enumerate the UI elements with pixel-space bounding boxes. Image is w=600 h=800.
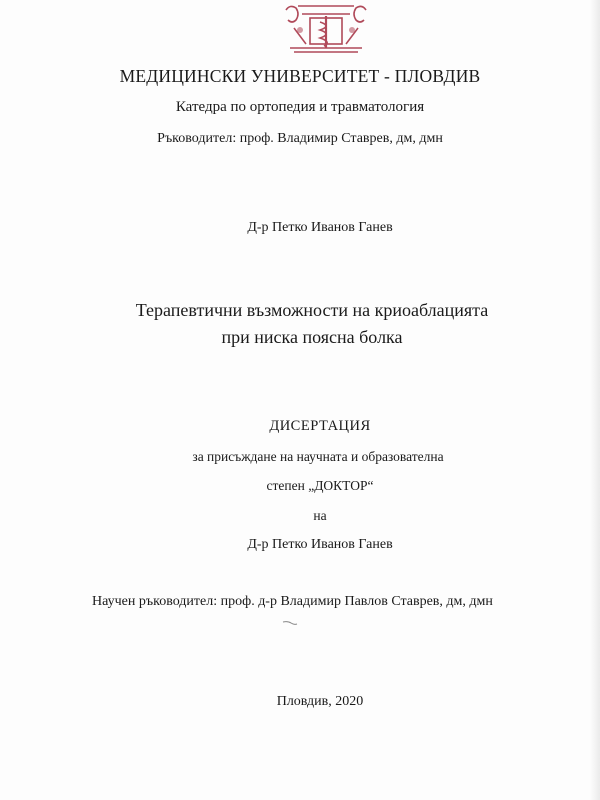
dissertation-title-line-1: Терапевтични възможности на криоаблацията [135, 300, 489, 320]
university-crest-icon [280, 0, 372, 56]
award-text: за присъждане на научната и образователна [192, 449, 444, 464]
degree-text: степен „ДОКТОР“ [266, 478, 374, 493]
city-and-year: Пловдив, 2020 [276, 694, 364, 709]
department-name: Катедра по ортопедия и травматология [175, 99, 425, 115]
page-edge-shadow [590, 0, 600, 800]
head-of-department: Ръководител: проф. Владимир Ставрев, дм, дмн [157, 131, 443, 146]
scan-mark [282, 620, 298, 626]
by-text: на [313, 508, 327, 523]
dissertation-label: ДИСЕРТАЦИЯ [269, 418, 371, 434]
university-name: МЕДИЦИНСКИ УНИВЕРСИТЕТ - ПЛОВДИВ [119, 66, 481, 86]
dissertation-author: Д-р Петко Иванов Ганев [247, 537, 393, 552]
dissertation-title-line-2: при ниска поясна болка [221, 327, 403, 347]
author-name: Д-р Петко Иванов Ганев [247, 220, 393, 235]
scientific-supervisor: Научен ръководител: проф. д-р Владимир Павлов Ставрев, дм, дмн [92, 594, 493, 609]
